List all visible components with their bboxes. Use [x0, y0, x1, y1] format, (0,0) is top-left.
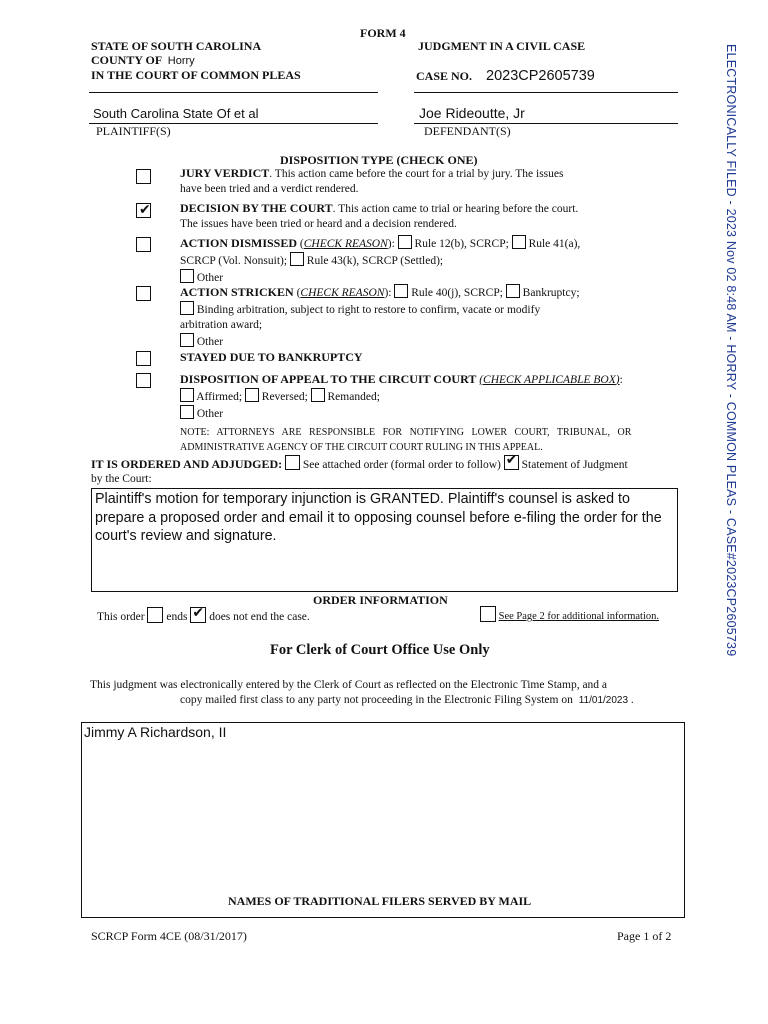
appeal-note-line-2: ADMINISTRATIVE AGENCY OF THE CIRCUIT COURT RULING IN THIS APPEAL.	[180, 442, 543, 453]
action-stricken-checkbox[interactable]	[136, 286, 151, 301]
appeal-option: DISPOSITION OF APPEAL TO THE CIRCUIT COURT (CHECK APPLICABLE BOX): Affirmed; Reversed; Remanded; Other	[180, 372, 623, 420]
reversed-label: Reversed;	[261, 391, 308, 403]
appeal-note-line-1: NOTE: ATTORNEYS ARE RESPONSIBLE FOR NOTIFYING LOWER COURT, TRIBUNAL, OR	[180, 427, 632, 438]
dismissed-check-reason: CHECK REASON	[303, 238, 388, 250]
form-id: SCRCP Form 4CE (08/31/2017)	[91, 929, 247, 943]
case-no-value: 2023CP2605739	[486, 68, 595, 84]
electronic-filing-stamp	[712, 44, 740, 664]
filer-name: Jimmy A Richardson, II	[84, 724, 227, 740]
rule-41a-label: Rule 41(a),	[528, 238, 581, 250]
decision-text-2: The issues have been tried or heard and a decision rendered.	[180, 218, 457, 230]
remanded-label: Remanded;	[327, 391, 380, 403]
appeal-title: DISPOSITION OF APPEAL TO THE CIRCUIT COURT	[180, 372, 477, 386]
binding-arbitration-label: Binding arbitration, subject to right to restore to confirm, vacate or modify	[196, 304, 541, 316]
clerk-heading: For Clerk of Court Office Use Only	[270, 642, 490, 658]
order-ends-line	[97, 607, 457, 625]
remanded-checkbox[interactable]	[311, 388, 325, 402]
order-ends-checkbox[interactable]	[147, 607, 163, 623]
rule-40j-checkbox[interactable]	[394, 284, 408, 298]
rule-43k-label: Rule 43(k), SCRCP (Settled);	[306, 255, 444, 267]
decision-text: . This action came to trial or hearing before the court.	[332, 203, 579, 215]
state-label: STATE OF SOUTH CAROLINA	[91, 39, 262, 53]
appeal-check-label: (CHECK APPLICABLE BOX)	[479, 374, 620, 386]
affirmed-label: Affirmed;	[196, 391, 243, 403]
dismissed-other-label: Other	[196, 272, 224, 284]
county-value: Horry	[167, 55, 195, 67]
filers-caption: NAMES OF TRADITIONAL FILERS SERVED BY MAIL	[228, 894, 532, 908]
stayed-bankruptcy-checkbox[interactable]	[136, 351, 151, 366]
ordered-label: IT IS ORDERED AND ADJUDGED:	[91, 457, 283, 471]
jury-verdict-text-2: have been tried and a verdict rendered.	[180, 183, 359, 195]
decision-title: DECISION BY THE COURT	[180, 201, 333, 215]
dismissed-title: ACTION DISMISSED	[180, 236, 298, 250]
check-mark-icon: ✔	[139, 202, 151, 218]
traditional-filers-box[interactable]	[81, 722, 685, 918]
see-attached-order-label: See attached order (formal order to follow)	[302, 459, 501, 471]
header-divider-left	[89, 92, 378, 93]
order-ends-label: ends	[166, 611, 188, 623]
clerk-text-end: .	[630, 694, 634, 706]
binding-arbitration-checkbox[interactable]	[180, 301, 194, 315]
jury-verdict-title: JURY VERDICT	[180, 166, 270, 180]
action-stricken-option: ACTION STRICKEN (CHECK REASON): Rule 40(j), SCRCP; Bankruptcy; Binding arbitration, subject to right to restore to confirm, vacate or modify arbitration award; Other	[180, 285, 580, 348]
stricken-other-label: Other	[196, 336, 224, 348]
appeal-other-label: Other	[196, 408, 224, 420]
plaintiff-value: South Carolina State Of et al	[93, 106, 259, 121]
statement-of-judgment-label: Statement of Judgment	[521, 459, 628, 471]
disposition-heading: DISPOSITION TYPE (CHECK ONE)	[280, 153, 478, 167]
form-number: FORM 4	[360, 26, 406, 40]
order-does-not-end-label: does not end the case.	[209, 611, 310, 623]
electronic-filing-stamp-text: ELECTRONICALLY FILED - 2023 Nov 02 8:48 AM - HORRY - COMMON PLEAS - CASE#2023CP2605739	[724, 44, 738, 657]
header-divider-right	[414, 92, 678, 93]
judgment-text: Plaintiff's motion for temporary injunction is GRANTED. Plaintiff's counsel is asked to prepare a proposed order and email it to opposing counsel before e-filing the order for the court's review and signature.	[95, 491, 662, 544]
appeal-checkbox[interactable]	[136, 373, 151, 388]
rule-41a-checkbox[interactable]	[512, 235, 526, 249]
jury-verdict-text: . This action came before the court for a trial by jury. The issues	[269, 168, 564, 180]
stricken-check-reason: CHECK REASON	[300, 287, 385, 299]
mailing-date: 11/01/2023	[578, 695, 629, 706]
bankruptcy-label: Bankruptcy;	[522, 287, 580, 299]
jury-verdict-checkbox[interactable]	[136, 169, 151, 184]
judgment-text-box[interactable]	[91, 488, 678, 592]
defendant-label: DEFENDANT(S)	[424, 124, 511, 138]
order-info-heading: ORDER INFORMATION	[313, 593, 448, 607]
ordered-line	[91, 452, 691, 473]
binding-arbitration-label-2: arbitration award;	[180, 319, 263, 331]
action-dismissed-checkbox[interactable]	[136, 237, 151, 252]
judgment-title: JUDGMENT IN A CIVIL CASE	[418, 39, 586, 53]
see-page-2-label: See Page 2 for additional information.	[498, 611, 660, 622]
statement-of-judgment-checkbox[interactable]	[504, 452, 519, 470]
case-no-label: CASE NO.	[416, 69, 473, 83]
see-page-2-line	[480, 606, 680, 624]
dismissed-other-checkbox[interactable]	[180, 269, 194, 283]
rule-43k-checkbox[interactable]	[290, 252, 304, 266]
clerk-text-2-line	[180, 693, 700, 708]
jury-verdict-option	[180, 166, 640, 197]
decision-by-court-checkbox[interactable]	[136, 203, 151, 218]
decision-by-court-option	[180, 201, 640, 232]
rule-12b-label: Rule 12(b), SCRCP;	[414, 238, 509, 250]
affirmed-checkbox[interactable]	[180, 388, 194, 402]
stayed-title: STAYED DUE TO BANKRUPTCY	[180, 350, 363, 364]
see-page-2-checkbox[interactable]	[480, 606, 496, 622]
defendant-value: Joe Rideoutte, Jr	[419, 105, 525, 121]
appeal-note	[180, 426, 680, 454]
rule-12b-checkbox[interactable]	[398, 235, 412, 249]
bankruptcy-checkbox[interactable]	[506, 284, 520, 298]
page-number: Page 1 of 2	[617, 929, 672, 943]
this-order-label: This order	[97, 611, 145, 623]
clerk-text-1: This judgment was electronically entered by the Clerk of Court as reflected on the Electronic Time Stamp, and a	[90, 679, 608, 691]
see-attached-order-checkbox[interactable]	[285, 455, 300, 470]
county-label: COUNTY OF Horry	[91, 53, 195, 67]
check-mark-icon: ✔	[192, 605, 205, 621]
appeal-other-checkbox[interactable]	[180, 405, 194, 419]
plaintiff-label: PLAINTIFF(S)	[96, 124, 171, 138]
reversed-checkbox[interactable]	[245, 388, 259, 402]
clerk-text-2: copy mailed first class to any party not proceeding in the Electronic Filing System on	[180, 694, 573, 706]
stricken-title: ACTION STRICKEN	[180, 285, 294, 299]
order-does-not-end-checkbox[interactable]	[190, 607, 206, 623]
check-mark-icon: ✔	[505, 452, 518, 468]
by-the-court-label: by the Court:	[91, 473, 152, 485]
vol-nonsuit-label: SCRCP (Vol. Nonsuit);	[180, 255, 288, 267]
court-label: IN THE COURT OF COMMON PLEAS	[91, 68, 301, 82]
stricken-other-checkbox[interactable]	[180, 333, 194, 347]
rule-40j-label: Rule 40(j), SCRCP;	[411, 287, 503, 299]
action-dismissed-option: ACTION DISMISSED (CHECK REASON): Rule 12(b), SCRCP; Rule 41(a), SCRCP (Vol. Nonsuit); Rule 43(k), SCRCP (Settled); Other	[180, 236, 581, 284]
